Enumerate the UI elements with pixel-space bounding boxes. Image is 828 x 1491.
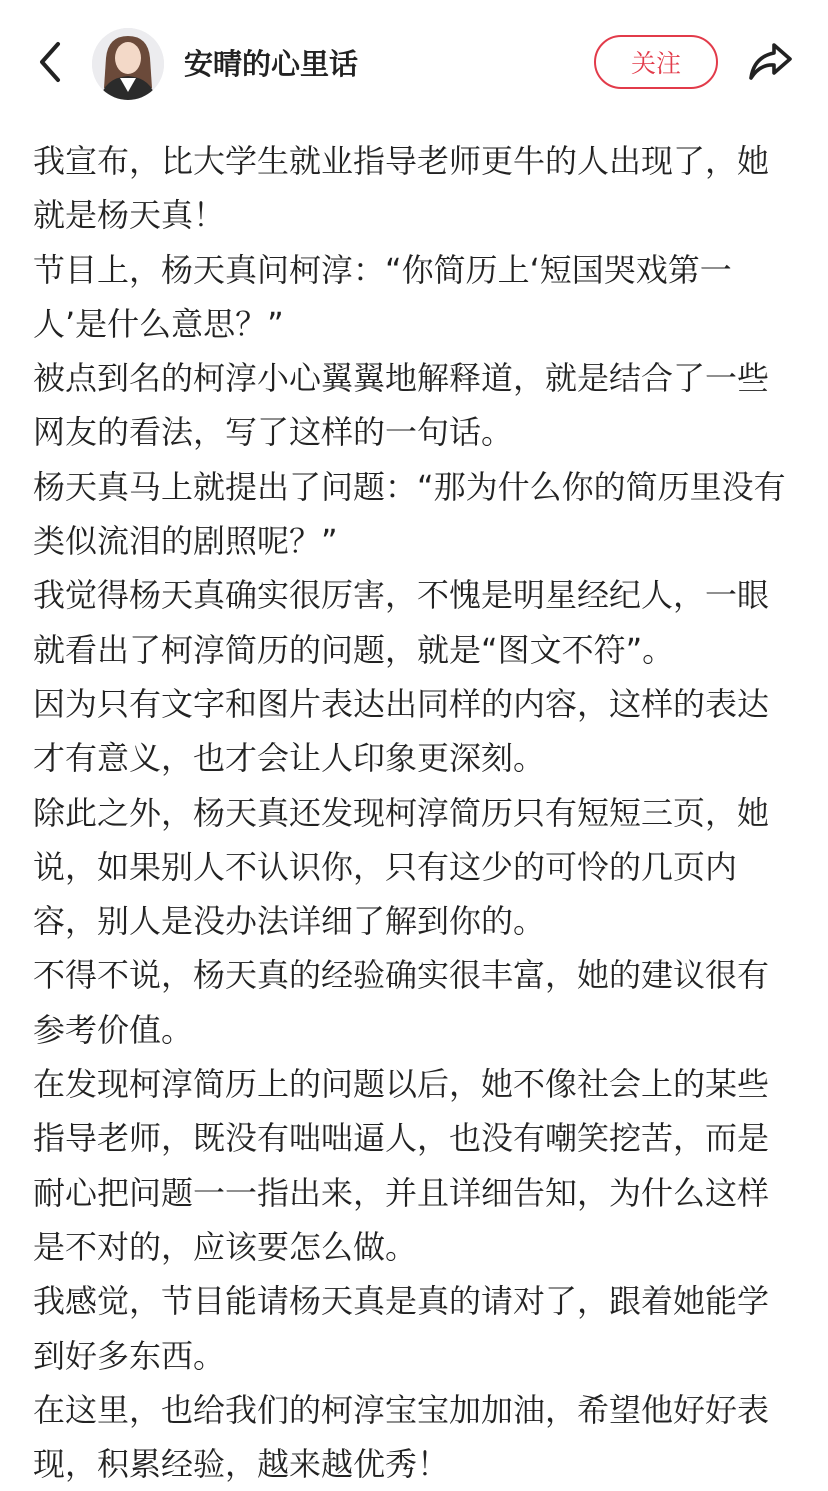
author-avatar[interactable]: [92, 28, 164, 100]
article-paragraph: 节目上，杨天真问柯淳：“你简历上‘短国哭戏第一人’是什么意思？”: [33, 250, 732, 343]
article-paragraph: 因为只有文字和图片表达出同样的内容，这样的表达才有意义，也才会让人印象更深刻。: [33, 684, 770, 778]
article-paragraph: 我觉得杨天真确实很厉害，不愧是明星经纪人，一眼就看出了柯淳简历的问题，就是“图文不符”。: [33, 576, 770, 669]
share-arrow-icon: [747, 40, 793, 86]
chevron-left-icon: [36, 40, 64, 88]
article-paragraph: 在这里，也给我们的柯淳宝宝加加油，希望他好好表现，积累经验，越来越优秀！: [33, 1390, 770, 1484]
top-bar: [0, 0, 828, 128]
article-paragraph: 杨天真马上就提出了问题：“那为什么你的简历里没有类似流泪的剧照呢？”: [33, 467, 786, 561]
follow-button[interactable]: 关注: [594, 35, 718, 89]
article-paragraph: 我感觉，节目能请杨天真是真的请对了，跟着她能学到好多东西。: [33, 1282, 770, 1375]
article-paragraph: 我宣布，比大学生就业指导老师更牛的人出现了，她就是杨天真！: [33, 142, 770, 235]
article-paragraph: 在发现柯淳简历上的问题以后，她不像社会上的某些指导老师，既没有咄咄逼人，也没有嘲笑挖苦，而是耐心把问题一一指出来，并且详细告知，为什么这样是不对的，应该要怎么做。: [33, 1065, 770, 1266]
article-body: [33, 134, 789, 1491]
article-paragraph: 被点到名的柯淳小心翼翼地解释道，就是结合了一些网友的看法，写了这样的一句话。: [33, 359, 770, 452]
author-name[interactable]: 安晴的心里话: [184, 47, 359, 81]
back-button[interactable]: [30, 40, 70, 88]
article-paragraph: 不得不说，杨天真的经验确实很丰富，她的建议很有参考价值。: [33, 956, 770, 1049]
article-paragraph: 除此之外，杨天真还发现柯淳简历只有短短三页，她说，如果别人不认识你，只有这少的可怜的几页内容，别人是没办法详细了解到你的。: [33, 793, 770, 941]
share-button[interactable]: [744, 38, 796, 88]
